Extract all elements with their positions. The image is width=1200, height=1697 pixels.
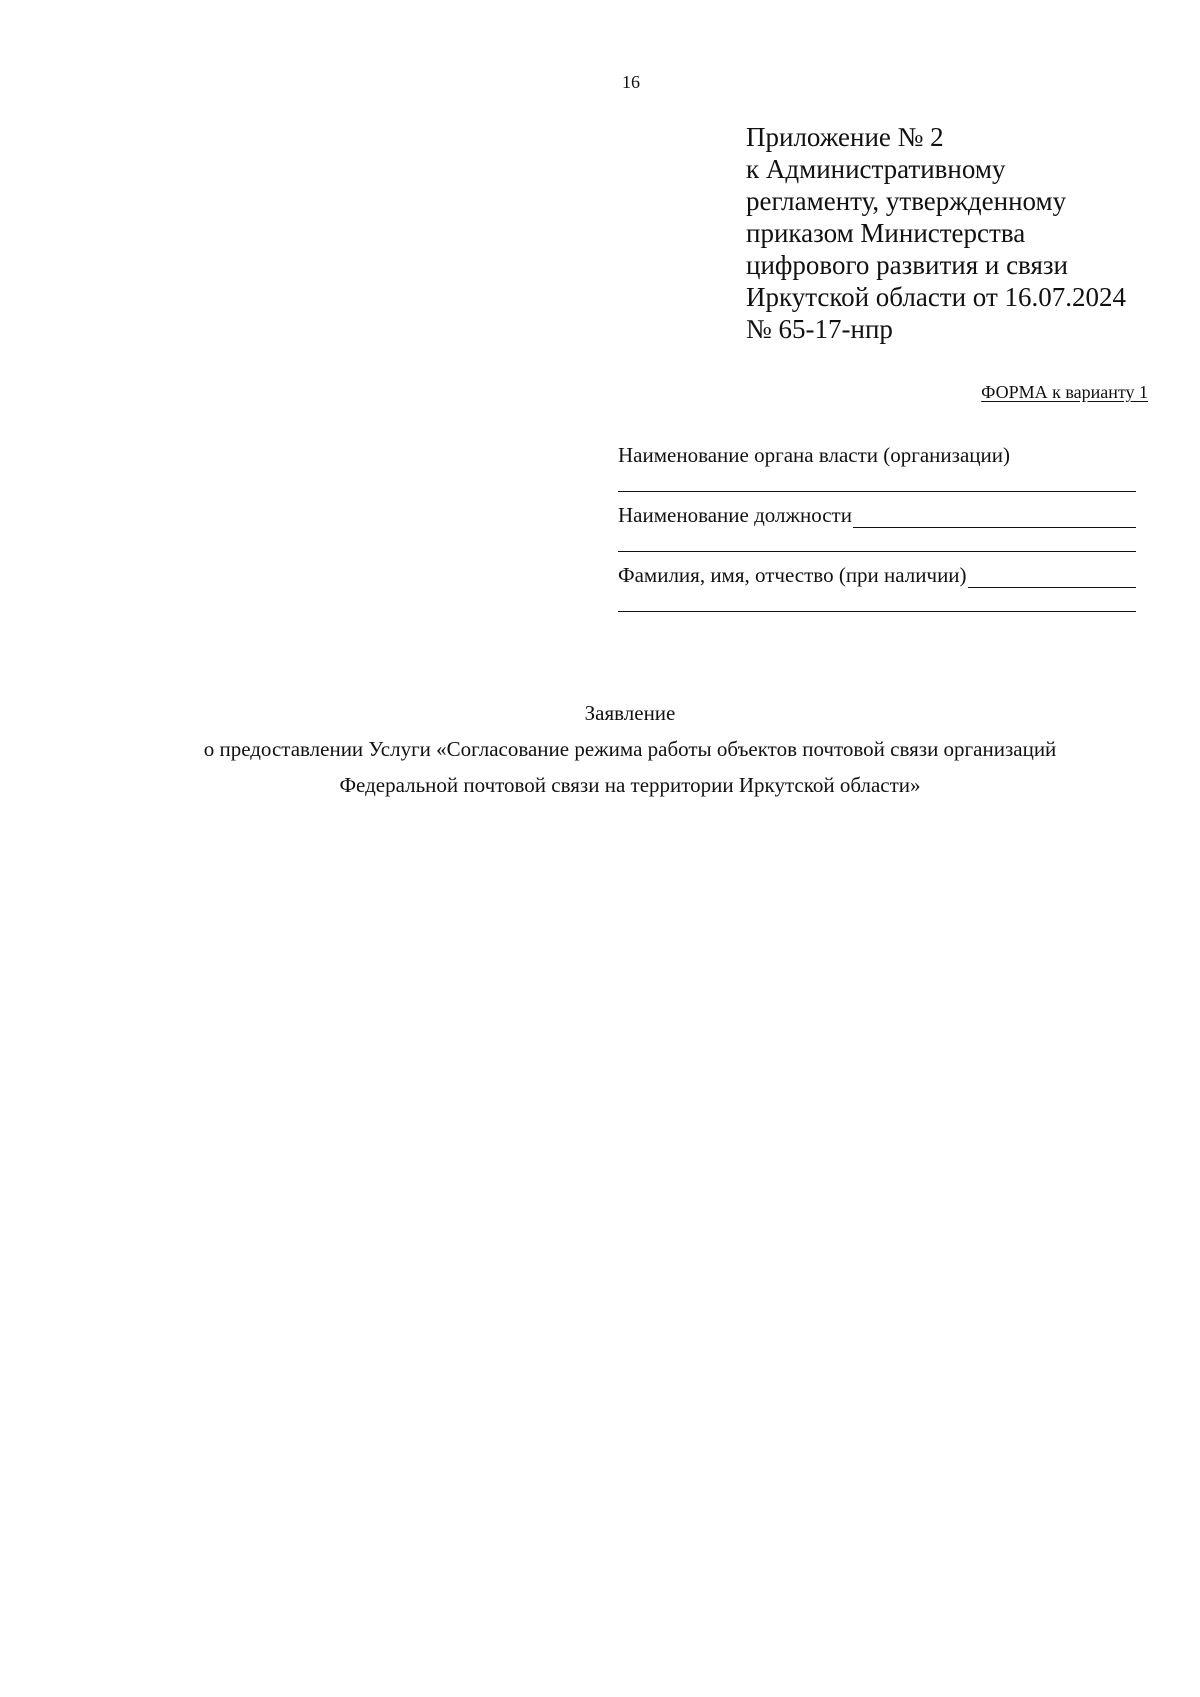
- fullname-fill-line[interactable]: [968, 565, 1136, 588]
- appendix-line: Приложение № 2: [746, 122, 944, 152]
- appendix-line: № 65-17-нпр: [746, 314, 893, 344]
- position-field: [618, 498, 1136, 528]
- appendix-line: приказом Министерства: [746, 218, 1026, 248]
- statement-heading: [60, 695, 1200, 803]
- fullname-blank-line[interactable]: [618, 588, 1136, 612]
- appendix-line: цифрового развития и связи: [746, 250, 1068, 280]
- authority-blank-line[interactable]: [618, 468, 1136, 492]
- fullname-label: Фамилия, имя, отчество (при наличии): [618, 563, 967, 587]
- addressee-block: [618, 438, 1136, 618]
- statement-title: Заявление: [584, 701, 676, 725]
- appendix-line: Иркутской области от 16.07.2024: [746, 282, 1126, 312]
- position-label: Наименование должности: [618, 503, 852, 527]
- statement-subject-line-2: Федеральной почтовой связи на территории Иркутской области»: [339, 773, 921, 797]
- appendix-line: к Административному: [746, 154, 1006, 184]
- page-number: 16: [622, 72, 640, 92]
- appendix-line: регламенту, утвержденному: [746, 186, 1067, 216]
- authority-label: Наименование органа власти (организации): [618, 443, 1010, 467]
- position-fill-line[interactable]: [853, 505, 1136, 528]
- statement-subject-line-1: о предоставлении Услуги «Согласование режима работы объектов почтовой связи организаций: [203, 737, 1057, 761]
- form-variant-label: ФОРМА к варианту 1: [981, 382, 1148, 402]
- authority-field: [618, 438, 1136, 468]
- position-blank-line[interactable]: [618, 528, 1136, 552]
- fullname-field: [618, 558, 1136, 588]
- appendix-reference: [746, 121, 1166, 345]
